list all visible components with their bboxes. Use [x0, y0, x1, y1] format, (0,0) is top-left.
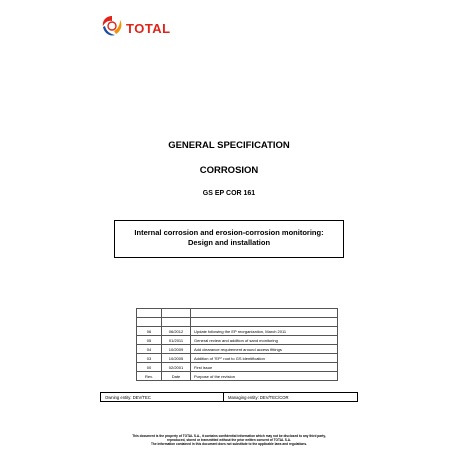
footer-line-2: reproduced, stored or transmitted without the prior written consent of TOTAL S.A. — [167, 438, 291, 442]
table-row — [137, 327, 338, 336]
logo-text: TOTAL — [126, 21, 171, 36]
rev-cell — [137, 309, 162, 318]
confidentiality-footer — [0, 434, 458, 446]
rev-cell — [137, 318, 162, 327]
table-row — [137, 336, 338, 345]
footer-line-1: This document is the property of TOTAL S.A., it contains confidential information which may not be disclosed to any third party, — [132, 434, 326, 438]
entity-box — [100, 392, 358, 402]
rev-cell: 05 — [137, 336, 162, 345]
date-cell: 10/2009 — [162, 345, 191, 354]
purpose-cell: First issue — [191, 363, 338, 372]
table-row — [137, 354, 338, 363]
total-logo-icon — [100, 14, 124, 38]
table-row — [137, 318, 338, 327]
document-code: GS EP COR 161 — [202, 190, 256, 197]
table-row — [137, 309, 338, 318]
purpose-cell: Addition of "EP" root to GS identification — [191, 354, 338, 363]
purpose-cell: Add clearance requirement around access fittings — [191, 345, 338, 354]
purpose-cell: General review and addition of sand monitoring — [191, 336, 338, 345]
date-cell — [162, 318, 191, 327]
date-cell: 10/2005 — [162, 354, 191, 363]
date-cell: 01/2011 — [162, 336, 191, 345]
purpose-cell: Update following the EP reorganization, March 2011 — [191, 327, 338, 336]
purpose-header: Purpose of the revision — [191, 372, 338, 381]
owning-entity: Owning entity: DEV/TEC — [105, 395, 151, 400]
purpose-cell — [191, 309, 338, 318]
managing-entity: Managing entity: DEV/TEC/COR — [228, 395, 289, 400]
purpose-cell — [191, 318, 338, 327]
date-header: Date — [162, 372, 191, 381]
rev-cell: 04 — [137, 345, 162, 354]
rev-header: Rev. — [137, 372, 162, 381]
rev-cell: 03 — [137, 354, 162, 363]
revision-table — [136, 308, 338, 381]
table-row — [137, 363, 338, 372]
table-row — [137, 345, 338, 354]
spec-label: GENERAL SPECIFICATION — [168, 140, 290, 151]
subject-heading: CORROSION — [199, 165, 259, 176]
rev-cell: 00 — [137, 363, 162, 372]
entity-divider — [223, 393, 224, 401]
document-title-box — [114, 220, 344, 258]
title-line-2: Design and installation — [187, 238, 271, 247]
total-logo — [100, 14, 210, 44]
date-cell — [162, 309, 191, 318]
title-line-1: Internal corrosion and erosion-corrosion monitoring: — [134, 228, 324, 237]
date-cell: 02/2001 — [162, 363, 191, 372]
rev-cell: 06 — [137, 327, 162, 336]
footer-line-3: The information contained in this document does not substitute to the applicable laws and regulations. — [150, 442, 308, 446]
date-cell: 06/2012 — [162, 327, 191, 336]
table-header-row — [137, 372, 338, 381]
